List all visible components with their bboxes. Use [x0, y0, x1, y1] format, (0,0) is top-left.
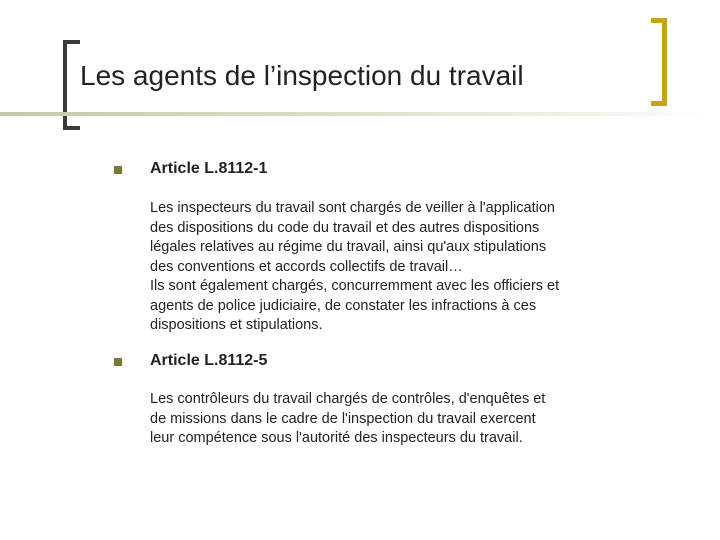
- article-text-line: des dispositions du code du travail et des autres dispositions: [150, 219, 540, 236]
- square-bullet-icon: [114, 358, 122, 366]
- left-bracket-decoration: [63, 40, 80, 130]
- article-text-line: Ils sont également chargés, concurremment avec les officiers et: [150, 278, 560, 294]
- article-text-line: des conventions et accords collectifs de travail…: [150, 258, 463, 275]
- article-text-line: Les inspecteurs du travail sont chargés de veiller à l'application: [150, 200, 555, 216]
- article-text: [150, 390, 620, 449]
- article-text-line: agents de police judiciaire, de constater les infractions à ces: [150, 297, 537, 314]
- article-text-line: légales relatives au régime du travail, ainsi qu'aux stipulations: [150, 239, 547, 255]
- article-text-line: de missions dans le cadre de l'inspection du travail exercent: [150, 410, 536, 427]
- title-underline: [0, 112, 720, 116]
- article-heading: Article L.8112-1: [150, 160, 268, 177]
- square-bullet-icon: [114, 166, 122, 174]
- article-text: [150, 199, 620, 336]
- article-text-line: dispositions et stipulations.: [150, 317, 323, 333]
- article-text-line: leur compétence sous l'autorité des inspecteurs du travail.: [150, 430, 523, 446]
- article-text-line: Les contrôleurs du travail chargés de contrôles, d'enquêtes et: [150, 391, 546, 407]
- article-heading: Article L.8112-5: [150, 352, 268, 369]
- slide-title: Les agents de l’inspection du travail: [80, 60, 524, 91]
- right-bracket-decoration: [651, 18, 667, 106]
